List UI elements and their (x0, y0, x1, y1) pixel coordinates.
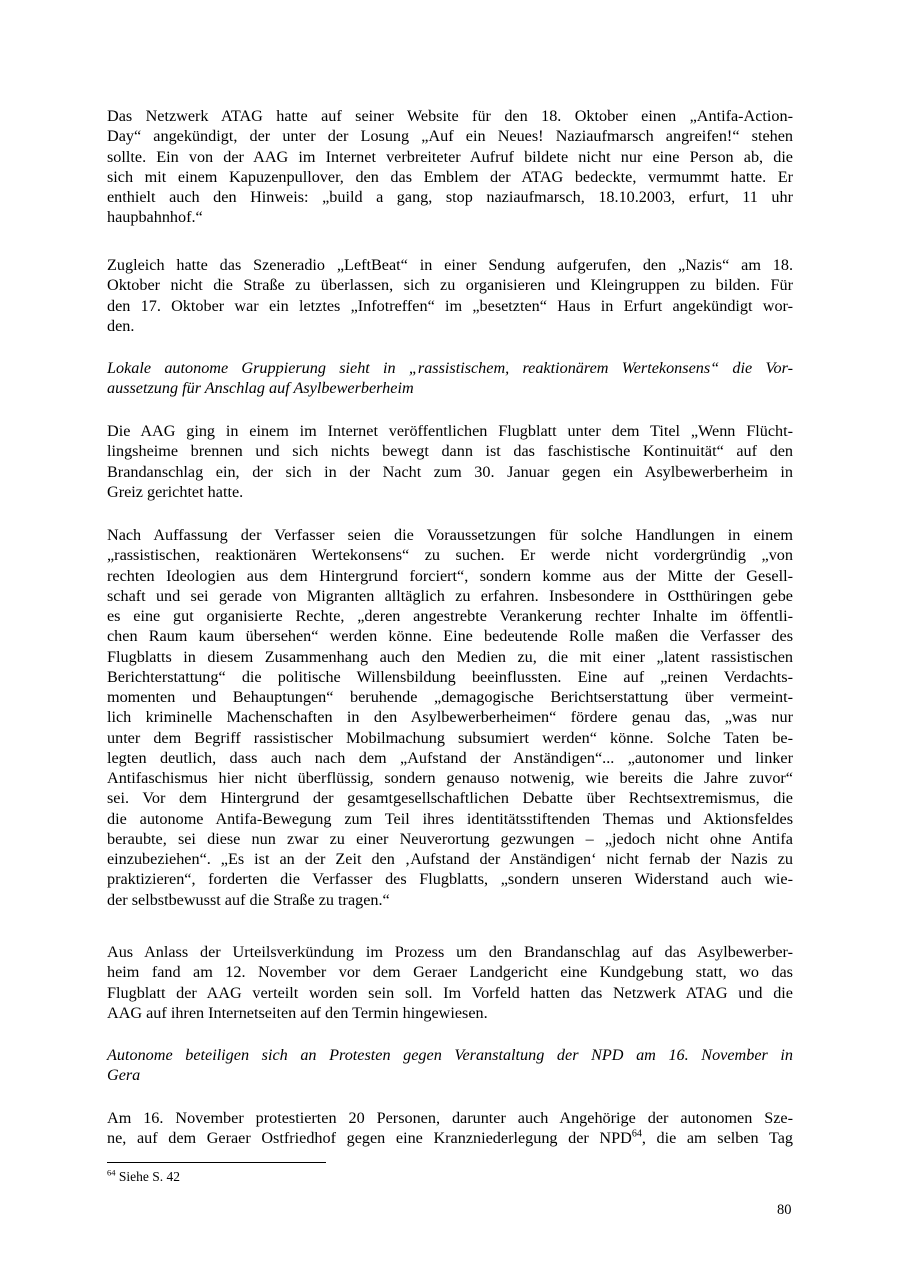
text-line: Zugleich hatte das Szeneradio „LeftBeat“ in einer Sendung aufgerufen, den „Nazis“ am 18. (107, 256, 793, 274)
text-line: AAG auf ihren Internetseiten auf den Termin hingewiesen. (107, 1003, 488, 1022)
text-line: „rassistischen, reaktionären Wertekonsens“ zu suchen. Er werde nicht vordergründig „von (107, 546, 793, 565)
paragraph-ostfriedhof (107, 1108, 793, 1149)
text-line: beraubte, sei diese nun zwar zu einer Neuverortung gezwungen – „jedoch nicht ohne Antifa (107, 829, 793, 848)
text-line: Flugblatt der AAG verteilt worden sein soll. Im Vorfeld hatten das Netzwerk ATAG und die (107, 983, 793, 1002)
heading-line: aussetzung für Anschlag auf Asylbewerberheim (107, 379, 414, 398)
text-line: enthielt auch den Hinweis: „build a gang, stop naziaufmarsch, 18.10.2003, erfurt, 11 uhr (107, 188, 793, 206)
text-line: heim fand am 12. November vor dem Geraer Landgericht eine Kundgebung statt, wo das (107, 963, 793, 982)
text-line: lich kriminelle Machenschaften in den Asylbewerberheimen“ fördere genau das, „was nur (107, 708, 793, 727)
text-line: Aus Anlass der Urteilsverkündung im Prozess um den Brandanschlag auf das Asylbewerber- (107, 943, 793, 961)
text-line: rechten Ideologien aus dem Hintergrund forciert“, sondern komme aus der Mitte der Gesell- (107, 566, 793, 585)
text-line: Oktober nicht die Straße zu überlassen, sich zu organisieren und Kleingruppen zu bilden. Für (107, 276, 793, 295)
text-line: schaft und sei gerade von Migranten alltäglich zu erfahren. Insbesondere in Ostthüringen gebe (107, 586, 793, 605)
text-line: Nach Auffassung der Verfasser seien die Voraussetzungen für solche Handlungen in einem (107, 526, 793, 544)
paragraph-flugblatt (107, 421, 793, 502)
text-line: der selbstbewusst auf die Straße zu tragen.“ (107, 890, 390, 909)
text-line: Greiz gerichtet hatte. (107, 482, 244, 501)
text-line: Berichterstattung“ die politische Willensbildung beeinflussten. Eine auf „reinen Verdachts- (107, 667, 793, 686)
paragraph-urteilsverkuendung (107, 942, 793, 1023)
footnote-divider (107, 1162, 326, 1163)
text-line: es eine gut organisierte Rechte, „deren angestrebte Verankerung rechter Inhalte im öffentli- (107, 607, 793, 625)
text-line: sich mit einem Kapuzenpullover, den das Emblem der ATAG bedeckte, vermummt hatte. Er (107, 167, 793, 186)
text-line: Flugblatts in diesem Zusammenhang auch den Medien zu, die mit einer „latent rassistischen (107, 647, 793, 666)
text-line: lingsheime brennen und sich nichts bewegt dann ist das faschistische Kontinuität“ auf den (107, 442, 793, 461)
footnote-number: 64 (107, 1167, 116, 1178)
text-line: Das Netzwerk ATAG hatte auf seiner Website für den 18. Oktober einen „Antifa-Action- (107, 107, 793, 125)
paragraph-leftbeat (107, 255, 793, 336)
text-line: momenten und Behauptungen“ beruhende „demagogische Berichtserstattung über vermeint- (107, 688, 793, 706)
heading-line: Autonome beteiligen sich an Protesten gegen Veranstaltung der NPD am 16. November in (107, 1046, 793, 1064)
footnote-reference[interactable]: 64 (631, 1128, 642, 1140)
section-heading-aag (107, 358, 793, 399)
text-line: einzubeziehen“. „Es ist an der Zeit den ‚Aufstand der Anständigen‘ nicht fernab der Nazis zu (107, 850, 793, 868)
text-line: Am 16. November protestierten 20 Personen, darunter auch Angehörige der autonomen Sze- (107, 1109, 793, 1127)
text-line: chen Raum kaum übersehen“ werden könne. Eine bedeutende Rolle maßen die Verfasser des (107, 627, 793, 646)
text-line: praktizieren“, forderten die Verfasser des Flugblatts, „sondern unseren Widerstand auch wie- (107, 870, 793, 889)
heading-line: Lokale autonome Gruppierung sieht in „rassistischem, reaktionärem Wertekonsens“ die Vor- (107, 359, 793, 377)
paragraph-atag-website (107, 106, 793, 228)
text-line: sei. Vor dem Hintergrund der gesamtgesellschaftlichen Debatte über Rechtsextremismus, die (107, 789, 793, 808)
footnote-text: Siehe S. 42 (115, 1169, 181, 1184)
text-line: Day“ angekündigt, der unter der Losung „Auf ein Neues! Naziaufmarsch angreifen!“ stehen (107, 127, 793, 146)
text-line: den. (107, 316, 135, 335)
page-number: 80 (777, 1202, 792, 1218)
text-line: haupbahnhof.“ (107, 208, 203, 227)
text-segment: , die am selben Tag (641, 1129, 793, 1148)
footnote (107, 1168, 180, 1186)
paragraph-verfasser (107, 525, 793, 910)
text-line: unter dem Begriff rassistischer Mobilmachung subsumiert werden“ könne. Solche Taten be- (107, 728, 793, 747)
heading-line: Gera (107, 1066, 141, 1085)
text-line (107, 1128, 793, 1148)
text-line: die autonome Antifa-Bewegung zum Teil ihres identitätsstiftenden Themas und Aktionsfeldes (107, 809, 793, 828)
text-segment: ne, auf dem Geraer Ostfriedhof gegen eine Kranzniederlegung der NPD (107, 1129, 632, 1148)
text-line: Brandanschlag ein, der sich in der Nacht zum 30. Januar gegen ein Asylbewerberheim in (107, 462, 793, 481)
text-line: den 17. Oktober war ein letztes „Infotreffen“ im „besetzten“ Haus in Erfurt angekündigt wor- (107, 296, 793, 315)
text-line: Die AAG ging in einem im Internet veröffentlichen Flugblatt unter dem Titel „Wenn Flücht- (107, 422, 793, 440)
text-line: Antifaschismus hier nicht überflüssig, sondern genauso notwenig, wie bereits die Jahre zuvor“ (107, 769, 793, 787)
text-line: sollte. Ein von der AAG im Internet verbreiteter Aufruf bildete nicht nur eine Person ab, die (107, 147, 793, 166)
text-line: legten deutlich, dass auch nach dem „Aufstand der Anständigen“... „autonomer und linker (107, 748, 793, 767)
section-heading-npd (107, 1045, 793, 1086)
